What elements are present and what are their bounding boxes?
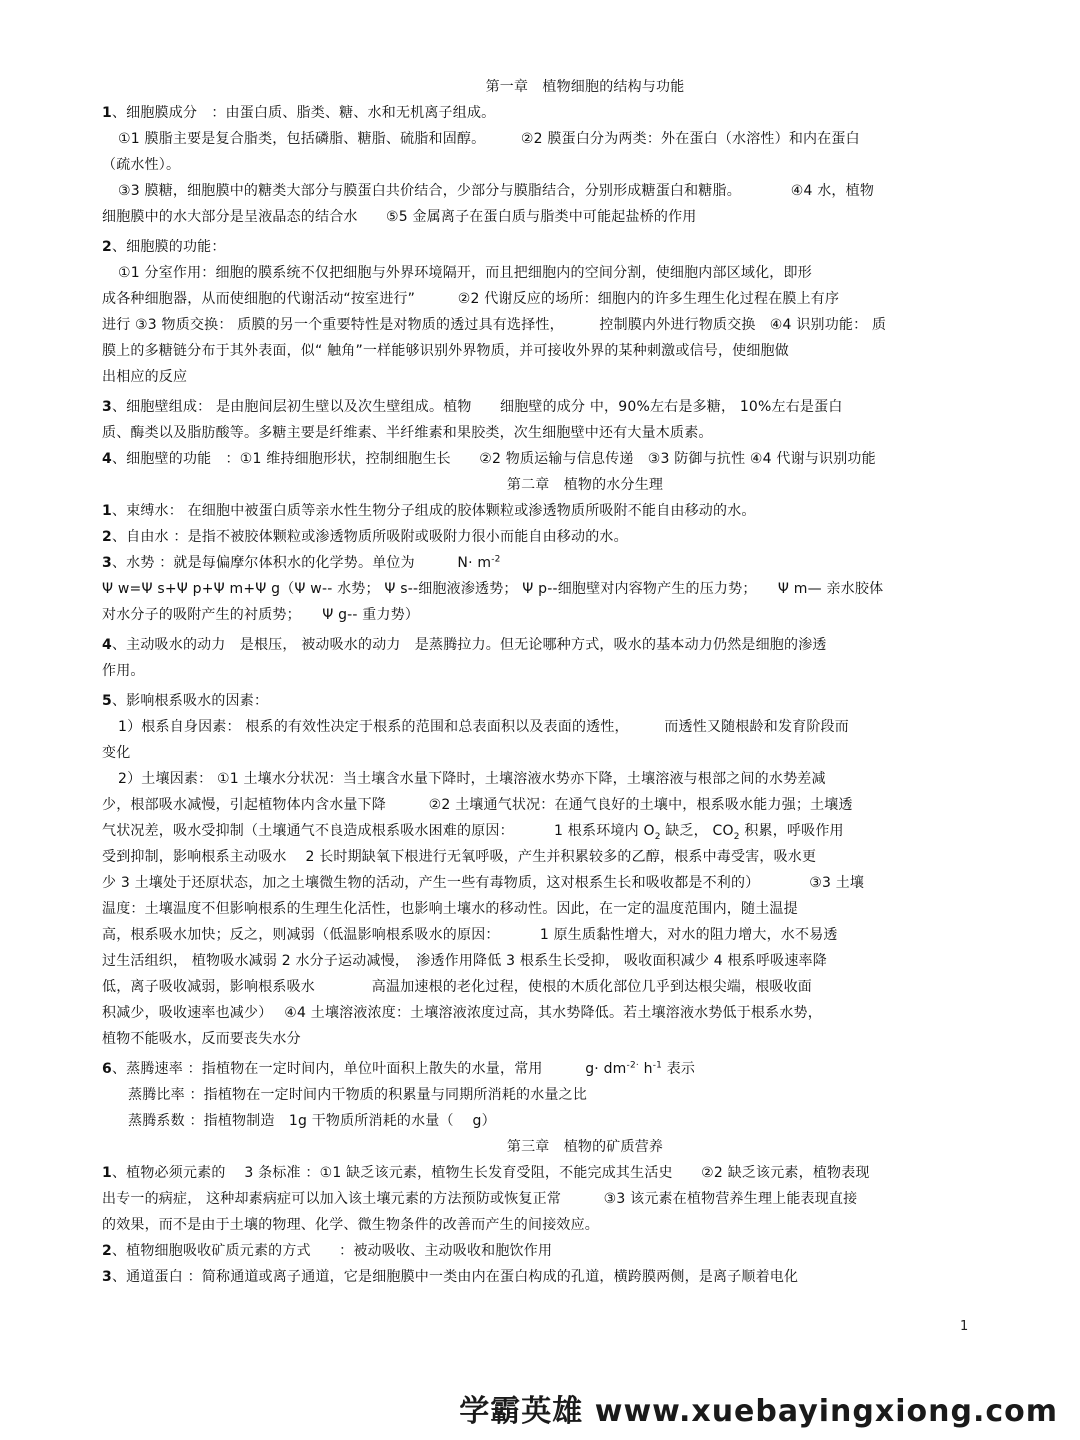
item-number: 4: [102, 451, 112, 467]
text-line: 、水势 ：就是每偏摩尔体积水的化学势。单位为 N· m: [111, 555, 492, 571]
text-line: 、细胞膜成分 ：由蛋白质、脂类、糖、水和无机离子组成。: [111, 105, 496, 121]
text-line: 积减少，吸收速率也减少） ④4 土壤溶液浓度：土壤溶液浓度过高，其水势降低。若土壤溶液水势低于根系水势，: [102, 1005, 822, 1021]
text-line: 、细胞膜的功能：: [111, 239, 226, 255]
item-number: 1: [102, 1165, 112, 1181]
superscript: -2: [491, 554, 501, 565]
text-line: ③3 膜糖，细胞膜中的糖类大部分与膜蛋白共价结合，少部分与膜脂结合，分别形成糖蛋白和糖脂。 ④4 水，植物: [118, 183, 875, 199]
text-line: （疏水性）。: [102, 157, 181, 173]
item-number: 3: [102, 399, 112, 415]
text-line: ①1 分室作用：细胞的膜系统不仅把细胞与外界环境隔开，而且把细胞内的空间分割，使细胞内部区域化，即形: [118, 265, 812, 281]
item-number: 2: [102, 239, 112, 255]
page-number: 1: [960, 1319, 969, 1334]
text-line: 高，根系吸水加快；反之，则减弱（低温影响根系吸水的原因： 1 原生质黏性增大，对水的阻力增大，水不易透: [102, 927, 838, 943]
text-line: 1）根系自身因素： 根系的有效性决定于根系的范围和总表面积以及表面的透性， 而透性又随根龄和发育阶段而: [118, 719, 849, 735]
subscript: 2: [654, 831, 661, 842]
text-line: 、蒸腾速率 ：指植物在一定时间内，单位叶面积上散失的水量，常用 g· dm: [111, 1061, 627, 1077]
text-line: 的效果，而不是由于土壤的物理、化学、微生物条件的改善而产生的间接效应。: [102, 1217, 599, 1233]
text-line: 少 3 土壤处于还原状态，加之土壤微生物的活动，产生一些有毒物质，这对根系生长和吸收都是不利的） ③3 土壤: [102, 875, 865, 891]
item-number: 3: [102, 1269, 112, 1285]
text-line: 蒸腾系数 ：指植物制造 1g 干物质所消耗的水量（ g）: [128, 1113, 496, 1129]
item-number: 2: [102, 1243, 112, 1259]
section-2-5: [102, 688, 978, 1052]
section-2-2: [102, 524, 978, 550]
section-3-3: [102, 1264, 978, 1290]
text-line: 植物不能吸水，反而要丧失水分: [102, 1031, 301, 1047]
item-number: 1: [102, 105, 112, 121]
text-line: 过生活组织， 植物吸水减弱 2 水分子运动减慢， 渗透作用降低 3 根系生长受抑， 吸收面积减少 4 根系呼吸速率降: [102, 953, 827, 969]
text-line: 膜上的多糖链分布于其外表面，似“ 触角”一样能够识别外界物质，并可接收外界的某种刺激或信号，使细胞做: [102, 343, 789, 359]
chapter-3-title: 第三章 植物的矿质营养: [506, 1139, 664, 1155]
text-line: 、植物必须元素的 3 条标准 ：①1 缺乏该元素，植物生长发育受阻，不能完成其生活史 ②2 缺乏该元素，植物表现: [111, 1165, 870, 1181]
text-line: h: [638, 1061, 653, 1077]
chapter-1-title: 第一章 植物细胞的结构与功能: [485, 79, 685, 95]
chapter-2-title: 第二章 植物的水分生理: [506, 477, 664, 493]
text-line: 表示: [662, 1061, 696, 1077]
text-line: 出相应的反应: [102, 369, 188, 385]
section-2-1: [102, 498, 978, 524]
text-line: 缺乏， CO: [660, 823, 734, 839]
section-1-4: [102, 446, 978, 472]
item-number: 2: [102, 529, 112, 545]
text-line: 作用。: [102, 663, 145, 679]
text-line: 细胞膜中的水大部分是呈液晶态的结合水 ⑤5 金属离子在蛋白质与脂类中可能起盐桥的作用: [102, 209, 697, 225]
section-1-1: [102, 100, 978, 230]
item-number: 3: [102, 555, 112, 571]
subscript: 2: [733, 831, 740, 842]
text-line: 进行 ③3 物质交换： 质膜的另一个重要特性是对物质的透过具有选择性， 控制膜内外进行物质交换 ④4 识别功能： 质: [102, 317, 887, 333]
text-line: 质、酶类以及脂肪酸等。多糖主要是纤维素、半纤维素和果胶类，次生细胞壁中还有大量木质素。: [102, 425, 713, 441]
text-line: 变化: [102, 745, 131, 761]
item-number: 1: [102, 503, 112, 519]
text-line: 低，离子吸收减弱，影响根系吸水 高温加速根的老化过程，使根的木质化部位几乎到达根尖端，根吸收面: [102, 979, 812, 995]
superscript: -2·: [626, 1060, 639, 1071]
text-line: 受到抑制，影响根系主动吸水 2 长时期缺氧下根进行无氧呼吸，产生并积累较多的乙醇，根系中毒受害，吸水更: [102, 849, 817, 865]
text-line: 、主动吸水的动力 是根压， 被动吸水的动力 是蒸腾拉力。但无论哪种方式，吸水的基本动力仍然是细胞的渗透: [111, 637, 827, 653]
text-line: 、影响根系吸水的因素：: [111, 693, 269, 709]
text-line: 、束缚水： 在细胞中被蛋白质等亲水性生物分子组成的胶体颗粒或渗透物质所吸附不能自由移动的水。: [111, 503, 756, 519]
section-2-6: [102, 1056, 978, 1134]
text-line: 积累，呼吸作用: [739, 823, 844, 839]
item-number: 6: [102, 1061, 112, 1077]
section-3-1: [102, 1160, 978, 1238]
text-line: 、植物细胞吸收矿质元素的方式 ：被动吸收、主动吸收和胞饮作用: [111, 1243, 553, 1259]
section-1-3: [102, 394, 978, 446]
section-2-4: [102, 632, 978, 684]
text-line: 出专一的病症， 这种却素病症可以加入该土壤元素的方法预防或恢复正常 ③3 该元素在植物营养生理上能表现直接: [102, 1191, 858, 1207]
watermark: 学霸英雄 www.xuebayingxiong.com: [459, 1394, 1058, 1429]
text-line: 温度：土壤温度不但影响根系的生理生化活性，也影响土壤水的移动性。因此，在一定的温度范围内，随土温提: [102, 901, 798, 917]
item-number: 5: [102, 693, 112, 709]
text-line: 气状况差，吸水受抑制（土壤通气不良造成根系吸水困难的原因： 1 根系环境内 O: [102, 823, 655, 839]
text-line: 少，根部吸水减慢，引起植物体内含水量下降 ②2 土壤通气状况：在通气良好的土壤中，根系吸水能力强；土壤透: [102, 797, 853, 813]
text-line: 、细胞壁组成： 是由胞间层初生壁以及次生壁组成。植物 细胞壁的成分 中，90%左右是多糖， 10%左右是蛋白: [111, 399, 843, 415]
section-3-2: [102, 1238, 978, 1264]
section-1-2: [102, 234, 978, 390]
text-line: 蒸腾比率 ：指植物在一定时间内干物质的积累量与同期所消耗的水量之比: [128, 1087, 588, 1103]
superscript: -1: [652, 1060, 663, 1071]
section-2-3: [102, 550, 978, 628]
item-number: 4: [102, 637, 112, 653]
text-line: 、细胞壁的功能 ：①1 维持细胞形状，控制细胞生长 ②2 物质运输与信息传递 ③3 防御与抗性 ④4 代谢与识别功能: [111, 451, 876, 467]
text-line: 、通道蛋白 ：简称通道或离子通道，它是细胞膜中一类由内在蛋白构成的孔道，横跨膜两侧，是离子顺着电化: [111, 1269, 799, 1285]
text-line: Ψ w=Ψ s+Ψ p+Ψ m+Ψ g（Ψ w-- 水势； Ψ s--细胞液渗透势； Ψ p--细胞壁对内容物产生的压力势； Ψ m— 亲水胶体: [102, 581, 884, 597]
text-line: ①1 膜脂主要是复合脂类，包括磷脂、糖脂、硫脂和固醇。 ②2 膜蛋白分为两类：外在蛋白（水溶性）和内在蛋白: [118, 131, 860, 147]
text-line: 2）土壤因素： ①1 土壤水分状况：当土壤含水量下降时，土壤溶液水势亦下降，土壤溶液与根部之间的水势差减: [118, 771, 826, 787]
text-line: 对水分子的吸附产生的衬质势； Ψ g-- 重力势）: [102, 607, 420, 623]
text-line: 成各种细胞器，从而使细胞的代谢活动“按室进行” ②2 代谢反应的场所：细胞内的许多生理生化过程在膜上有序: [102, 291, 840, 307]
text-line: 、自由水 ：是指不被胶体颗粒或渗透物质所吸附或吸附力很小而能自由移动的水。: [111, 529, 628, 545]
document-page: [102, 74, 978, 1290]
